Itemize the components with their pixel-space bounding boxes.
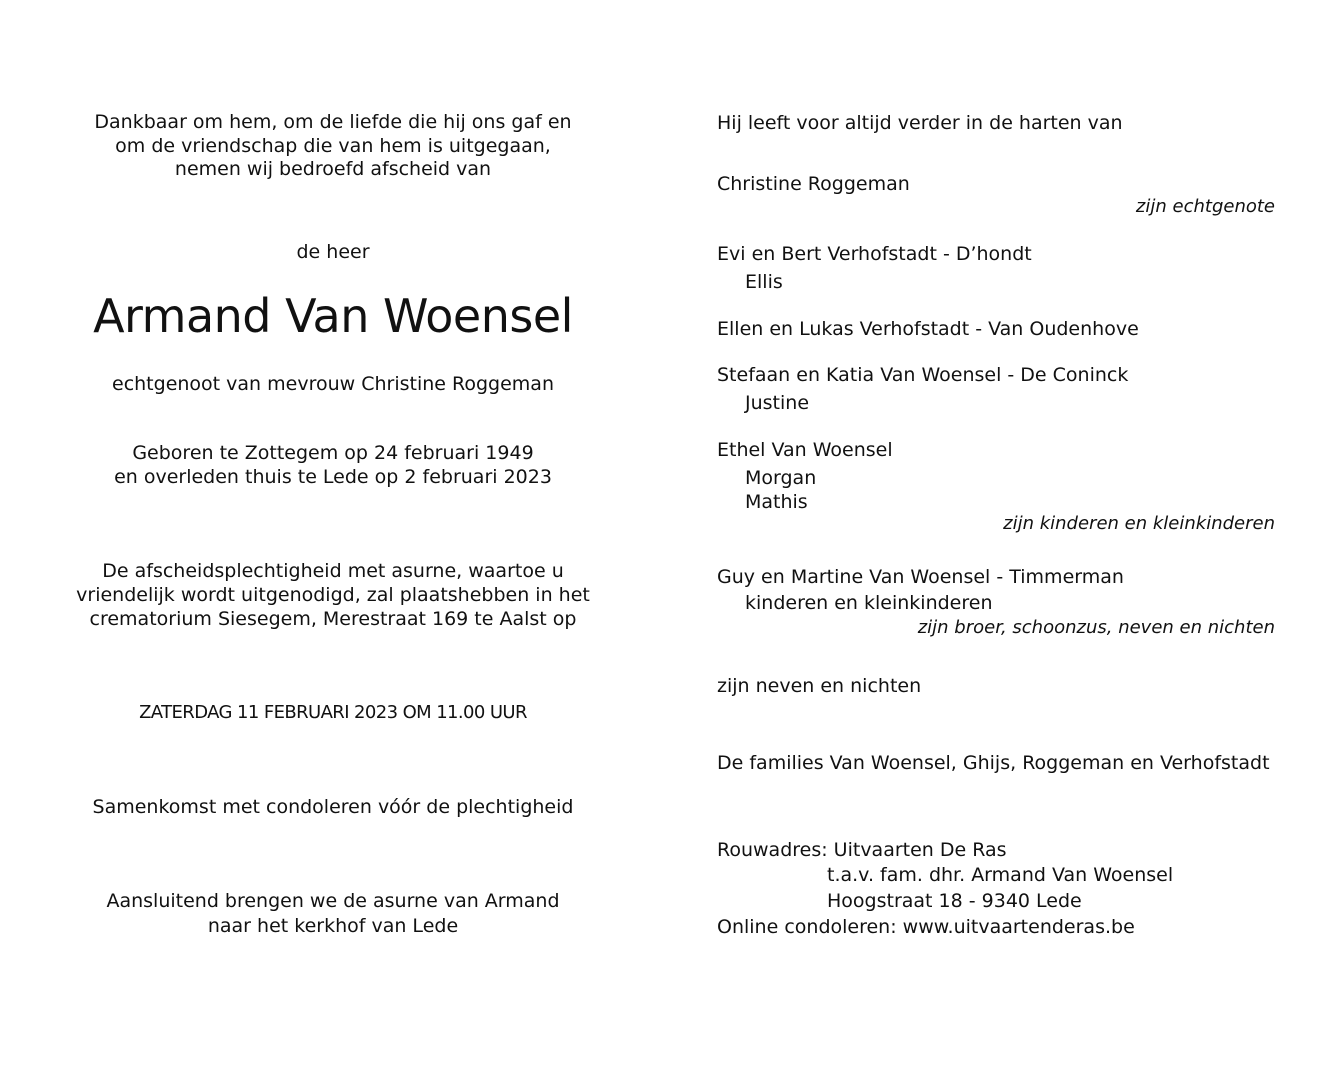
child-family: Evi en Bert Verhofstadt - D’hondt (717, 243, 1032, 265)
brother-kids: kinderen en kleinkinderen (745, 592, 993, 614)
ceremony-line: vriendelijk wordt uitgenodigd, zal plaatshebben in het (76, 584, 590, 606)
after-line: Aansluitend brengen we de asurne van Armand (106, 890, 560, 912)
child-family: Ethel Van Woensel (717, 439, 893, 461)
wife-name: Christine Roggeman (717, 173, 910, 195)
ceremony-date: ZATERDAG 11 FEBRUARI 2023 OM 11.00 UUR (139, 702, 527, 723)
deceased-name: Armand Van Woensel (93, 289, 573, 343)
grandchild: Mathis (745, 491, 808, 513)
honorific: de heer (296, 241, 370, 263)
gathering-line: Samenkomst met condoleren vóór de plechtigheid (92, 796, 574, 818)
died-line: en overleden thuis te Lede op 2 februari 2023 (114, 466, 552, 488)
brother-role: zijn broer, schoonzus, neven en nichten (917, 617, 1275, 638)
after-line: naar het kerkhof van Lede (207, 915, 459, 937)
cousins-line: zijn neven en nichten (717, 675, 922, 697)
families-line: De families Van Woensel, Ghijs, Roggeman en Verhofstadt (717, 752, 1270, 774)
born-line: Geboren te Zottegem op 24 februari 1949 (132, 442, 534, 464)
grandchild: Justine (745, 392, 810, 414)
grandchild: Morgan (745, 467, 817, 489)
child-family: Stefaan en Katia Van Woensel - De Coninck (717, 364, 1129, 386)
children-role: zijn kinderen en kleinkinderen (1003, 513, 1275, 534)
address-line: t.a.v. fam. dhr. Armand Van Woensel (827, 864, 1174, 886)
intro-line: nemen wij bedroefd afscheid van (174, 158, 492, 180)
intro-line: Dankbaar om hem, om de liefde die hij ons gaf en (94, 111, 572, 133)
ceremony-line: De afscheidsplechtigheid met asurne, waartoe u (102, 560, 564, 582)
ceremony-line: crematorium Siesegem, Merestraat 169 te Aalst op (89, 608, 577, 630)
lives-on-line: Hij leeft voor altijd verder in de harten van (717, 112, 1123, 134)
spouse-line: echtgenoot van mevrouw Christine Roggeman (112, 373, 554, 395)
address-line: Hoogstraat 18 - 9340 Lede (827, 890, 1082, 912)
brother-family: Guy en Martine Van Woensel - Timmerman (717, 566, 1124, 588)
wife-role: zijn echtgenote (1135, 196, 1275, 217)
online-condolence-link[interactable]: Online condoleren: www.uitvaartenderas.be (717, 916, 1135, 938)
intro-line: om de vriendschap die van hem is uitgegaan, (115, 135, 551, 157)
child-family: Ellen en Lukas Verhofstadt - Van Oudenhove (717, 318, 1139, 340)
grandchild: Ellis (745, 271, 783, 293)
address-line: Rouwadres: Uitvaarten De Ras (717, 839, 1007, 861)
